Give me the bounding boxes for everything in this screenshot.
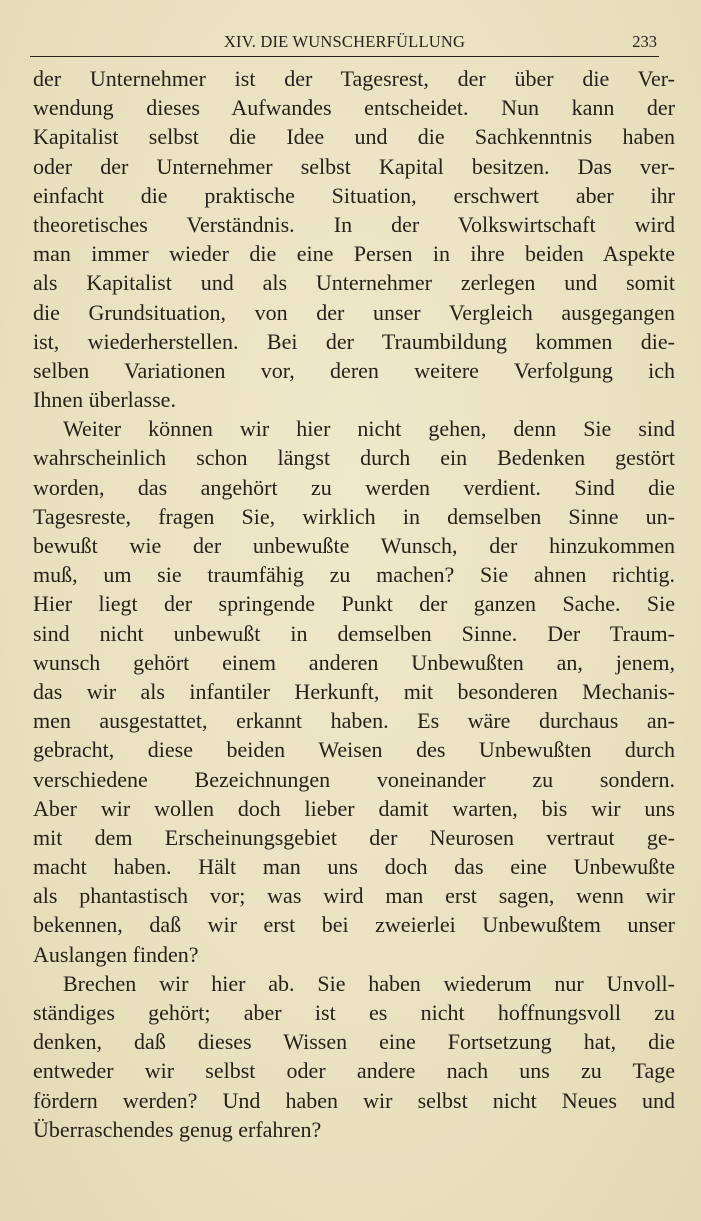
text-line: macht haben. Hält man uns doch das eine Unbewußte <box>33 854 675 880</box>
text-line: sind nicht unbewußt in demselben Sinne. Der Traum- <box>33 620 675 646</box>
text-line: selben Variationen vor, deren weitere Verfolgung ich <box>33 357 675 383</box>
text-line: wunsch gehört einem anderen Unbewußten an, jenem, <box>33 649 675 675</box>
text-line: Aber wir wollen doch lieber damit warten, bis wir uns <box>33 795 675 821</box>
text-line: einfacht die praktische Situation, erschwert aber ihr <box>33 182 675 208</box>
text-line: Auslangen finden? <box>33 941 199 967</box>
text-line: theoretisches Verständnis. In der Volkswirtschaft wird <box>33 211 675 237</box>
text-line: das wir als infantiler Herkunft, mit besonderen Mechanis- <box>33 678 675 704</box>
text-line: Ihnen überlasse. <box>33 387 176 413</box>
text-line: fördern werden? Und haben wir selbst nicht Neues und <box>33 1087 675 1113</box>
text-line: wendung dieses Aufwandes entscheidet. Nun kann der <box>33 95 675 121</box>
text-line: entweder wir selbst oder andere nach uns zu Tage <box>33 1058 675 1084</box>
text-line: Überraschendes genug erfahren? <box>33 1116 322 1142</box>
text-line: als phantastisch vor; was wird man erst sagen, wenn wir <box>33 883 675 909</box>
text-line: Weiter können wir hier nicht gehen, denn Sie sind <box>63 416 675 442</box>
text-line: denken, daß dieses Wissen eine Fortsetzung hat, die <box>33 1029 675 1055</box>
text-line: verschiedene Bezeichnungen voneinander zu sondern. <box>33 766 675 792</box>
text-line: bekennen, daß wir erst bei zweierlei Unbewußtem unser <box>33 912 675 938</box>
text-line: Tagesreste, fragen Sie, wirklich in demselben Sinne un- <box>33 503 675 529</box>
text-line: ist, wiederherstellen. Bei der Traumbildung kommen die- <box>33 328 675 354</box>
text-line: bewußt wie der unbewußte Wunsch, der hinzukommen <box>33 533 675 558</box>
text-line: men ausgestattet, erkannt haben. Es wäre durchaus an- <box>33 708 675 734</box>
text-line: man immer wieder die eine Persen in ihre beiden Aspekte <box>33 241 675 267</box>
text-line: der Unternehmer ist der Tagesrest, der über die Ver- <box>33 66 675 91</box>
text-line: gebracht, diese beiden Weisen des Unbewußten durch <box>33 737 675 763</box>
text-line: worden, das angehört zu werden verdient. Sind die <box>33 474 675 500</box>
chapter-title: XIV. DIE WUNSCHERFÜLLUNG <box>223 32 466 51</box>
text-line: Brechen wir hier ab. Sie haben wiederum nur Unvoll- <box>63 970 675 996</box>
text-line: die Grundsituation, von der unser Vergleich ausgegangen <box>33 299 675 325</box>
header-rule <box>30 56 659 57</box>
body-text <box>33 64 675 1144</box>
text-line: muß, um sie traumfähig zu machen? Sie ahnen richtig. <box>33 562 675 588</box>
page-number: 233 <box>632 32 657 51</box>
text-line: als Kapitalist und als Unternehmer zerlegen und somit <box>33 270 675 296</box>
text-line: wahrscheinlich schon längst durch ein Bedenken gestört <box>33 445 675 471</box>
running-head <box>30 28 659 58</box>
text-line: ständiges gehört; aber ist es nicht hoffnungsvoll zu <box>33 1000 675 1025</box>
text-line: mit dem Erscheinungsgebiet der Neurosen vertraut ge- <box>33 824 675 850</box>
text-line: Hier liegt der springende Punkt der ganzen Sache. Sie <box>33 591 675 617</box>
text-line: oder der Unternehmer selbst Kapital besitzen. Das ver- <box>33 153 675 179</box>
text-line: Kapitalist selbst die Idee und die Sachkenntnis haben <box>33 124 675 150</box>
